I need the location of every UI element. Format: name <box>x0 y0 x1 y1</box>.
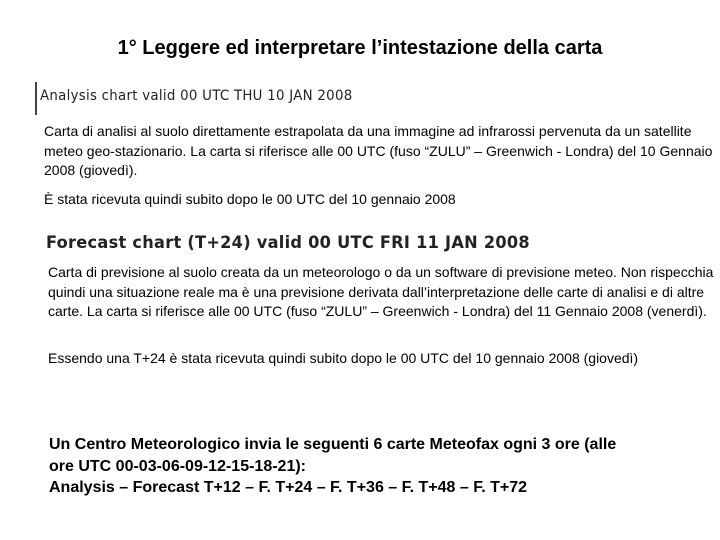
page-title: 1° Leggere ed interpretare l’intestazione della carta <box>117 37 603 59</box>
header-image-edge <box>35 82 37 115</box>
forecast-received-note: Essendo una T+24 è stata ricevuta quindi subito dopo le 00 UTC del 10 gennaio 2008 (giovedì) <box>48 350 639 366</box>
analysis-description: Carta di analisi al suolo direttamente estrapolata da una immagine ad infrarossi pervenuta da un satellite meteo geo-stazionario. La carta si riferisce alle 00 UTC (fuso “ZULU” – Greenwich - Londra) del 10 Gennaio 2008 (giovedì). <box>44 123 713 178</box>
forecast-chart-header-image: Forecast chart (T+24) valid 00 UTC FRI 11 JAN 2008 <box>46 233 530 253</box>
summary-line-2: ore UTC 00-03-06-09-12-15-18-21): <box>49 457 306 475</box>
forecast-description: Carta di previsione al suolo creata da un meteorologo o da un software di previsione meteo. Non rispecchia quindi una situazione reale ma è una previsione derivata dall’interpretazione delle carte di analisi e di altre carte. La carta si riferisce alle 00 UTC (fuso “ZULU” – Greenwich - Londra) del 11 Gennaio 2008 (venerdì). <box>48 264 714 319</box>
summary-line-1: Un Centro Meteorologico invia le seguenti 6 carte Meteofax ogni 3 ore (alle <box>49 436 617 453</box>
analysis-received-note: È stata ricevuta quindi subito dopo le 00 UTC del 10 gennaio 2008 <box>44 191 456 207</box>
analysis-chart-header-image: Analysis chart valid 00 UTC THU 10 JAN 2008 <box>40 88 353 104</box>
summary-line-3: Analysis – Forecast T+12 – F. T+24 – F. T+36 – F. T+48 – F. T+72 <box>49 479 528 496</box>
summary-block <box>49 434 709 499</box>
